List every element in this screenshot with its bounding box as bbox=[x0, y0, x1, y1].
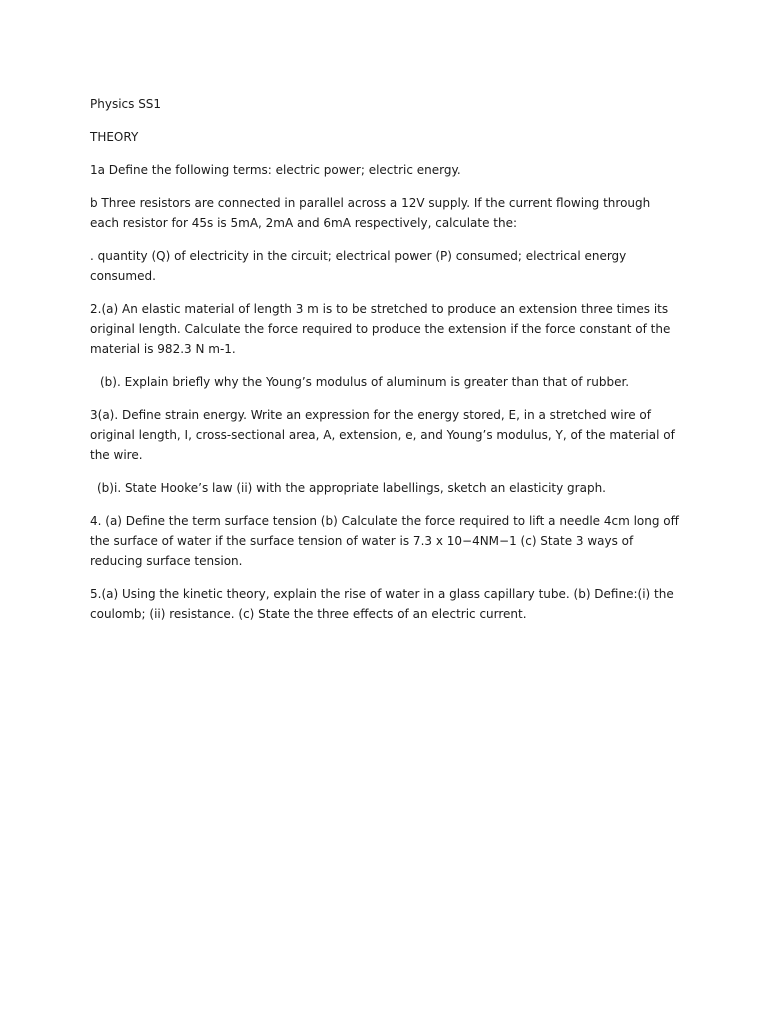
question-1b-parts: . quantity (Q) of electricity in the circuit; electrical power (P) consumed; electrical energy consumed. bbox=[90, 249, 627, 283]
question-4: 4. (a) Define the term surface tension (b) Calculate the force required to lift a needle 4cm long off the surface of water if the surface tension of water is 7.3 x 10−4NM−1 (c) State 3 ways of reducing surface tension. bbox=[90, 514, 679, 568]
question-5: 5.(a) Using the kinetic theory, explain the rise of water in a glass capillary tube. (b) Define:(i) the coulomb; (ii) resistance. (c) State the three effects of an electric current. bbox=[90, 587, 674, 621]
question-3b: (b)i. State Hooke’s law (ii) with the appropriate labellings, sketch an elasticity graph. bbox=[97, 481, 606, 495]
question-2b: (b). Explain briefly why the Young’s modulus of aluminum is greater than that of rubber. bbox=[100, 375, 630, 389]
question-1b: b Three resistors are connected in parallel across a 12V supply. If the current flowing through each resistor for 45s is 5mA, 2mA and 6mA respectively, calculate the: bbox=[90, 196, 651, 230]
question-3a: 3(a). Define strain energy. Write an expression for the energy stored, E, in a stretched wire of original length, I, cross-sectional area, A, extension, e, and Young’s modulus, Y, of the material of the wire. bbox=[90, 408, 675, 462]
question-1a: 1a Define the following terms: electric power; electric energy. bbox=[90, 163, 461, 177]
document-body bbox=[90, 94, 680, 637]
document-title: Physics SS1 bbox=[90, 97, 162, 111]
section-heading: THEORY bbox=[90, 130, 139, 144]
question-2a: 2.(a) An elastic material of length 3 m is to be stretched to produce an extension three times its original length. Calculate the force required to produce the extension if the force constant of the material is 982.3 N m-1. bbox=[90, 302, 671, 356]
